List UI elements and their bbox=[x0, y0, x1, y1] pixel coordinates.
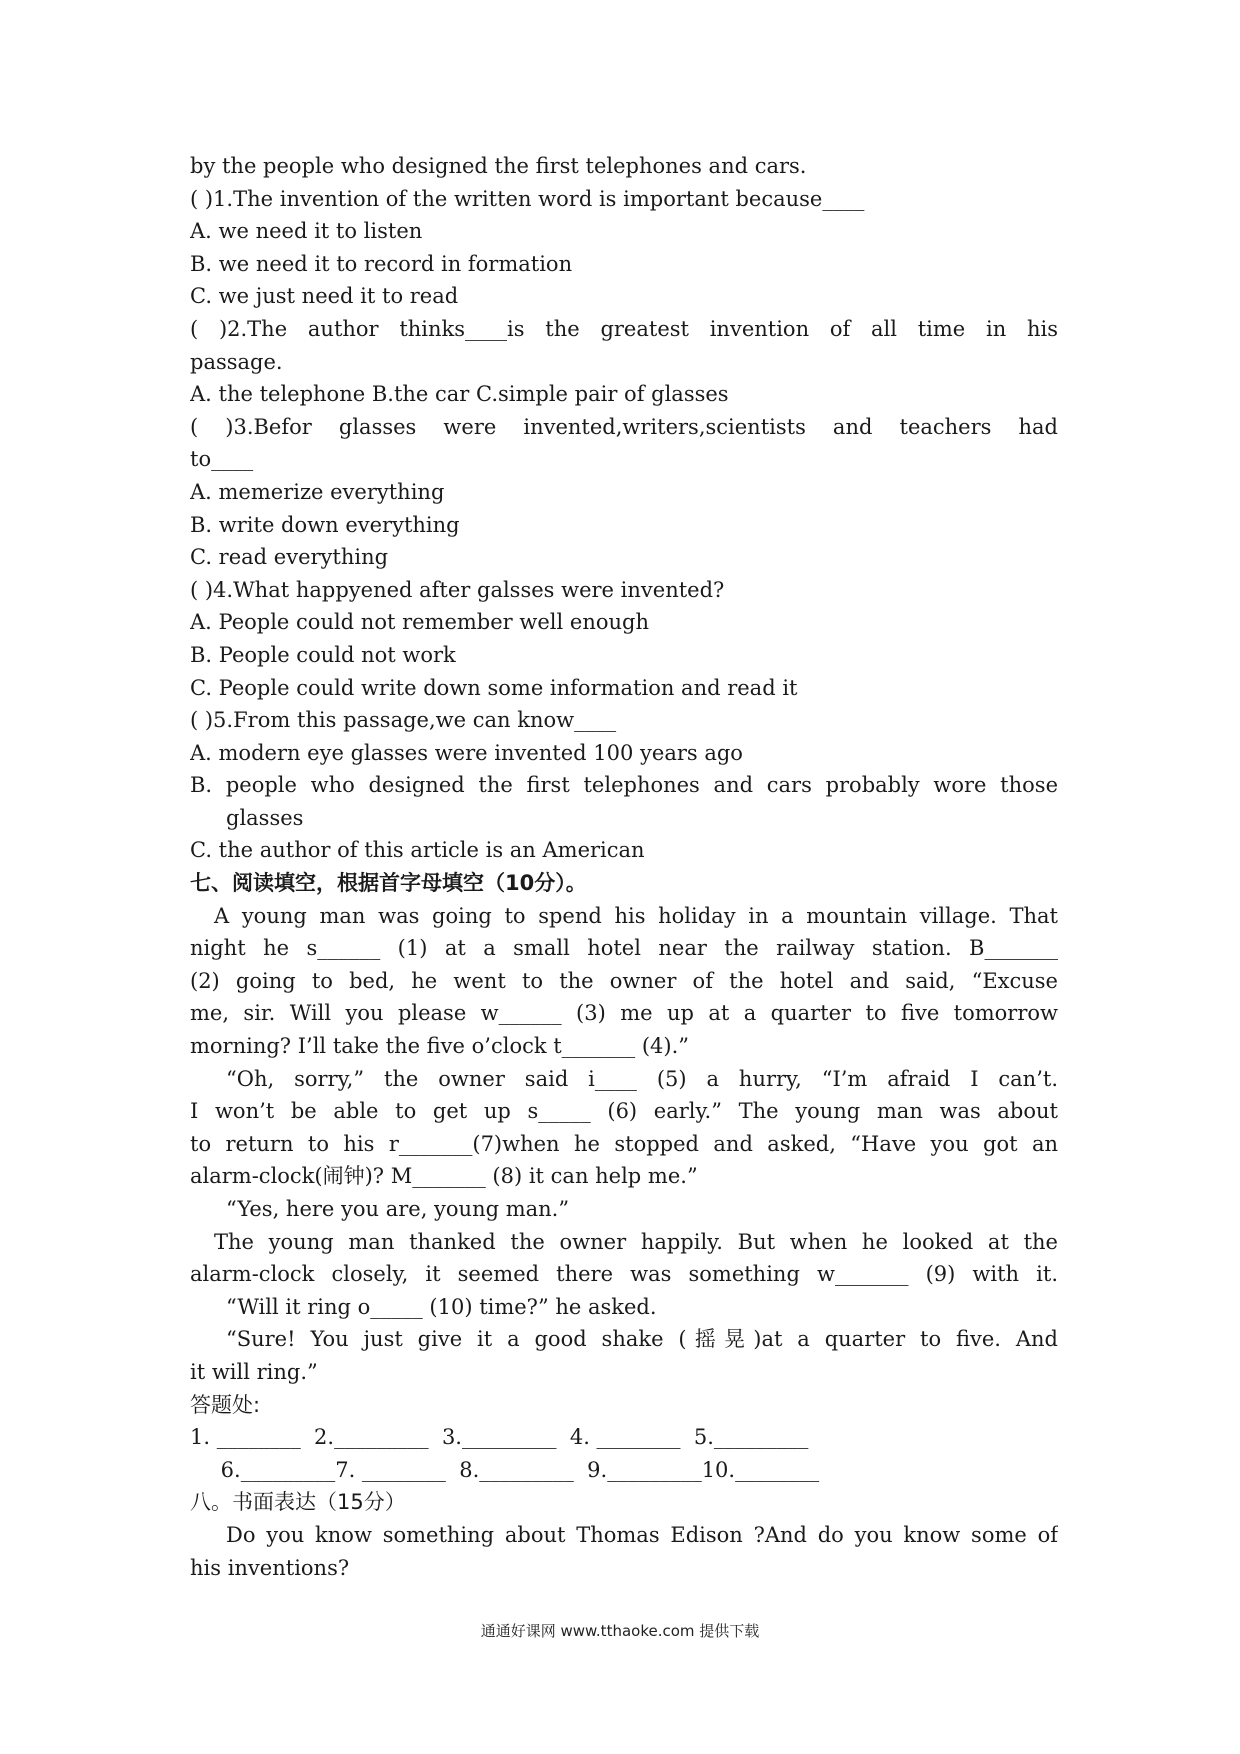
page-footer: 通通好课网 www.tthaoke.com 提供下载 bbox=[480, 1622, 760, 1640]
writing-prompt-line: Do you know something about Thomas Edison ?And do you know some of bbox=[226, 1522, 1058, 1547]
question-4: ( )4.What happyened after galsses were invented? bbox=[190, 577, 725, 602]
passage-line: alarm-clock(闹钟)? M_______ (8) it can help me.” bbox=[190, 1164, 698, 1189]
passage-line: (2) going to bed, he went to the owner of the hotel and said, “Excuse bbox=[190, 968, 1058, 993]
document-page bbox=[190, 150, 1058, 1584]
question-2: ( )2.The author thinks____is the greatest invention of all time in his bbox=[190, 316, 1058, 341]
section-7-heading: 七、阅读填空，根据首字母填空（10分）。 bbox=[190, 871, 587, 896]
answer-blanks-row: 1. ________ 2._________ 3._________ 4. ________ 5._________ bbox=[190, 1425, 809, 1450]
answer-label: 答题处: bbox=[190, 1392, 261, 1417]
option-line: C. the author of this article is an American bbox=[190, 838, 645, 863]
question-5: ( )5.From this passage,we can know____ bbox=[190, 708, 617, 733]
option-line: A. we need it to listen bbox=[190, 219, 423, 244]
passage-line: to return to his r_______(7)when he stopped and asked, “Have you got an bbox=[190, 1131, 1058, 1156]
question-3: ( )3.Befor glasses were invented,writers,scientists and teachers had bbox=[190, 414, 1058, 439]
option-line: A. memerize everything bbox=[190, 479, 445, 504]
passage-line: A young man was going to spend his holiday in a mountain village. That bbox=[214, 903, 1058, 928]
option-line: A. modern eye glasses were invented 100 years ago bbox=[190, 740, 743, 765]
option-line-continued: glasses bbox=[226, 805, 304, 830]
option-line: B. people who designed the first telephones and cars probably wore those bbox=[190, 773, 1058, 798]
passage-line: “Sure! You just give it a good shake (摇晃)at a quarter to five. And bbox=[226, 1327, 1058, 1352]
passage-line: The young man thanked the owner happily. But when he looked at the bbox=[214, 1229, 1058, 1254]
option-line: C. read everything bbox=[190, 545, 389, 570]
option-line: C. we just need it to read bbox=[190, 284, 459, 309]
writing-prompt-line: his inventions? bbox=[190, 1555, 350, 1580]
passage-line: it will ring.” bbox=[190, 1359, 318, 1384]
passage-line: morning? I’ll take the five o’clock t_______ (4).” bbox=[190, 1034, 690, 1059]
passage-line: “Oh, sorry,” the owner said i____ (5) a hurry, “I’m afraid I can’t. bbox=[226, 1066, 1058, 1091]
answer-blanks-row: 6._________7. ________ 8._________ 9._________10.________ bbox=[214, 1457, 820, 1482]
option-line: B. we need it to record in formation bbox=[190, 251, 573, 276]
passage-line: “Yes, here you are, young man.” bbox=[226, 1197, 570, 1221]
passage-line: me, sir. Will you please w______ (3) me up at a quarter to five tomorrow bbox=[190, 1001, 1058, 1026]
text-line: by the people who designed the first telephones and cars. bbox=[190, 154, 807, 178]
option-line: A. People could not remember well enough bbox=[190, 610, 649, 635]
question-1: ( )1.The invention of the written word is important because____ bbox=[190, 186, 865, 211]
text-line: passage. bbox=[190, 349, 283, 374]
option-line: B. write down everything bbox=[190, 512, 460, 537]
text-line: to____ bbox=[190, 447, 254, 472]
option-line: B. People could not work bbox=[190, 642, 456, 667]
option-line: C. People could write down some information and read it bbox=[190, 675, 798, 700]
passage-line: night he s______ (1) at a small hotel near the railway station. B_______ bbox=[190, 936, 1058, 961]
section-8-heading: 八。书面表达（15分） bbox=[190, 1490, 406, 1515]
passage-line: alarm-clock closely, it seemed there was something w_______ (9) with it. bbox=[190, 1262, 1058, 1287]
option-line: A. the telephone B.the car C.simple pair of glasses bbox=[190, 382, 729, 407]
passage-line: I won’t be able to get up s_____ (6) early.” The young man was about bbox=[190, 1099, 1058, 1124]
passage-line: “Will it ring o_____ (10) time?” he asked. bbox=[226, 1294, 657, 1319]
